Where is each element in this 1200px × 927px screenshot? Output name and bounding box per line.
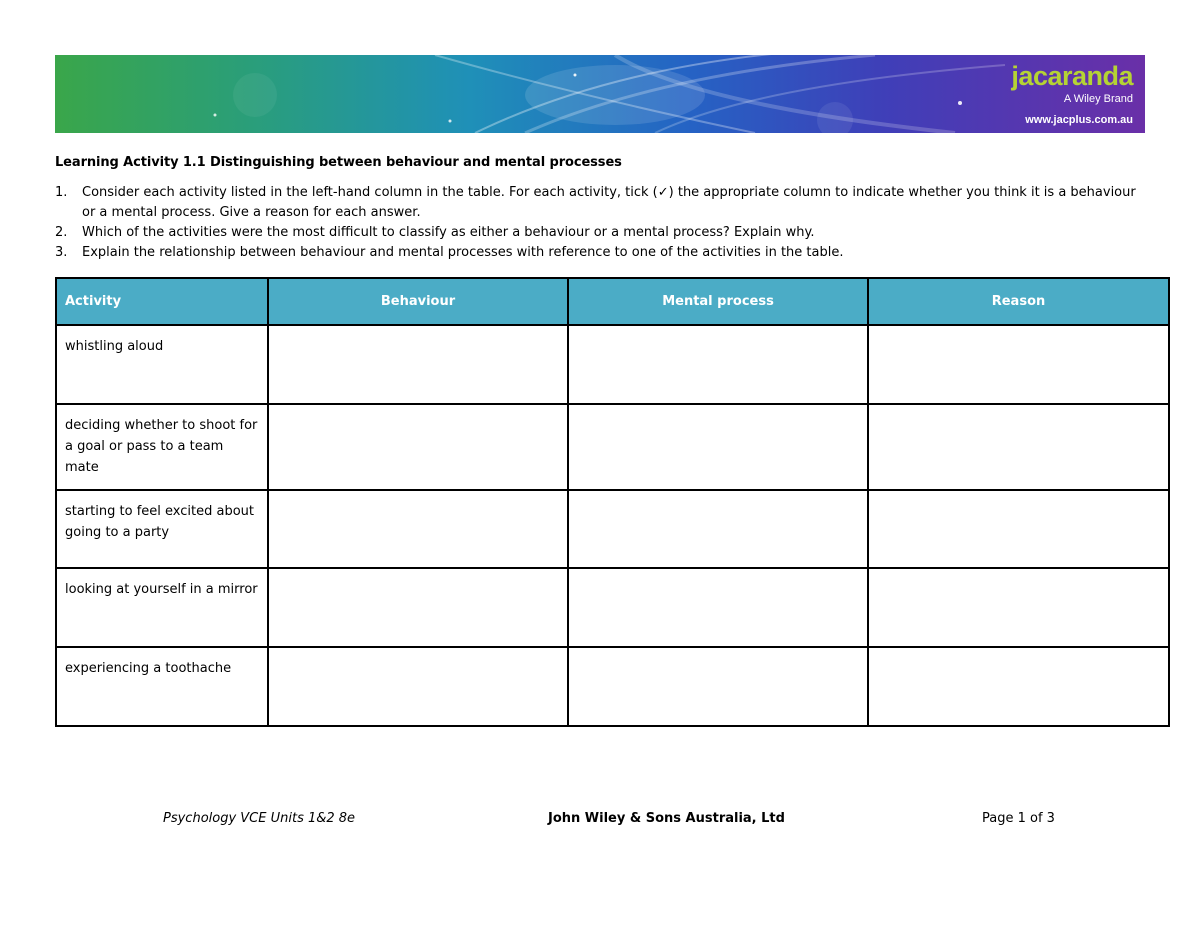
activity-cell: starting to feel excited about going to a party — [56, 490, 268, 568]
brand-subtitle: A Wiley Brand — [1063, 93, 1133, 105]
brand-name: jacaranda — [1011, 61, 1133, 91]
reason-cell[interactable] — [868, 568, 1169, 647]
behaviour-cell[interactable] — [268, 647, 568, 726]
brand-url: www.jacplus.com.au — [1025, 114, 1133, 126]
reason-cell[interactable] — [868, 325, 1169, 404]
instruction-text: Explain the relationship between behaviour and mental processes with reference to one of the activities in the table. — [82, 245, 844, 260]
table-row — [56, 325, 1169, 404]
instructions-list — [55, 183, 1145, 263]
behaviour-cell[interactable] — [268, 568, 568, 647]
header-behaviour: Behaviour — [268, 278, 568, 325]
reason-cell[interactable] — [868, 404, 1169, 490]
footer-book-title: Psychology VCE Units 1&2 8e — [163, 811, 356, 826]
instruction-item — [55, 223, 1145, 243]
reason-cell[interactable] — [868, 490, 1169, 568]
header-mental-process: Mental process — [568, 278, 868, 325]
table-row — [56, 568, 1169, 647]
mental-process-cell[interactable] — [568, 647, 868, 726]
instruction-text: Which of the activities were the most difficult to classify as either a behaviour or a mental process? Explain why. — [82, 225, 815, 240]
instruction-item — [55, 183, 1145, 223]
mental-process-cell[interactable] — [568, 325, 868, 404]
mental-process-cell[interactable] — [568, 404, 868, 490]
footer-publisher: John Wiley & Sons Australia, Ltd — [548, 811, 785, 826]
table-row — [56, 490, 1169, 568]
instruction-number: 3. — [55, 245, 68, 260]
instruction-number: 1. — [55, 185, 68, 200]
table-row — [56, 647, 1169, 726]
mental-process-cell[interactable] — [568, 568, 868, 647]
header-activity: Activity — [56, 278, 268, 325]
behaviour-cell[interactable] — [268, 490, 568, 568]
activity-cell: whistling aloud — [56, 325, 268, 404]
brand-logo — [1011, 61, 1133, 126]
activity-title: Learning Activity 1.1 Distinguishing between behaviour and mental processes — [55, 155, 622, 170]
instruction-text: Consider each activity listed in the left-hand column in the table. For each activity, tick (✓) the appropriate column to indicate whether you think it is a behaviour or a mental process. Give a reason for each answer. — [82, 185, 1136, 220]
activity-cell: deciding whether to shoot for a goal or pass to a team mate — [56, 404, 268, 490]
activity-cell: experiencing a toothache — [56, 647, 268, 726]
table-header-row — [56, 278, 1169, 325]
table-row — [56, 404, 1169, 490]
instruction-number: 2. — [55, 225, 68, 240]
behaviour-cell[interactable] — [268, 325, 568, 404]
footer-page-number: Page 1 of 3 — [982, 811, 1055, 826]
activity-cell: looking at yourself in a mirror — [56, 568, 268, 647]
activities-table — [55, 277, 1170, 727]
mental-process-cell[interactable] — [568, 490, 868, 568]
instruction-item — [55, 243, 1145, 263]
header-banner — [55, 55, 1145, 133]
reason-cell[interactable] — [868, 647, 1169, 726]
banner-light-rays — [55, 55, 1145, 133]
header-reason: Reason — [868, 278, 1169, 325]
behaviour-cell[interactable] — [268, 404, 568, 490]
